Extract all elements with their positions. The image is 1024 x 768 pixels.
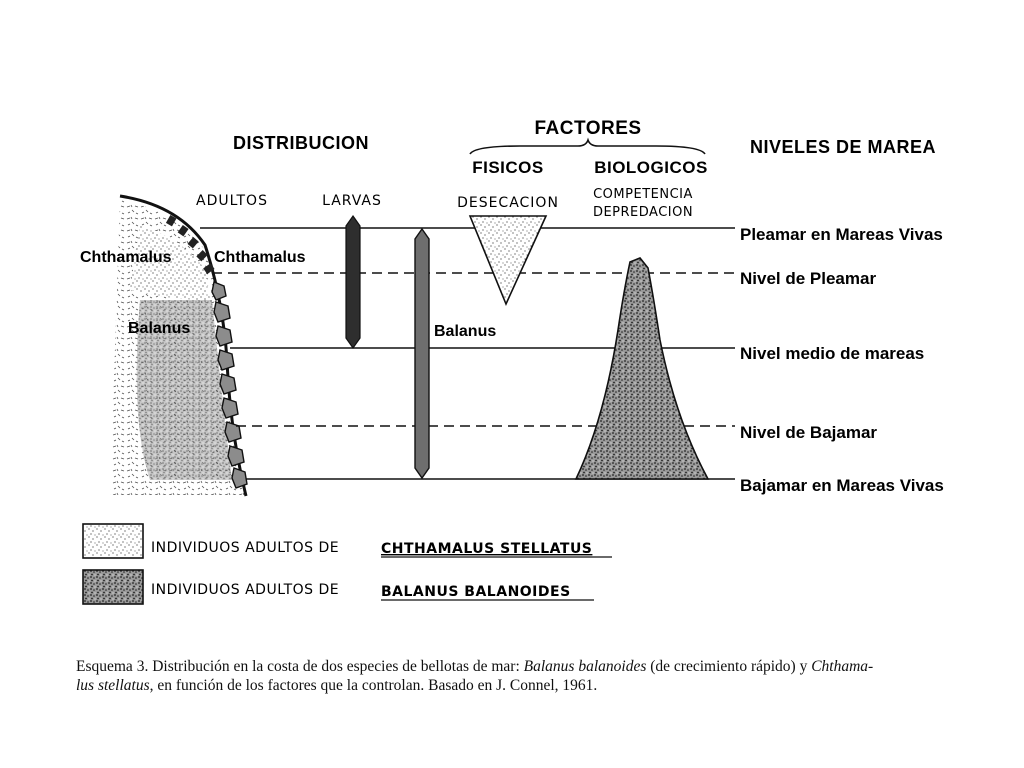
tide-label-bajamar-vivas: Bajamar en Mareas Vivas: [740, 476, 944, 495]
caption-part2: (de crecimiento rápido) y: [646, 658, 812, 675]
legend-text-balanus-prefix: INDIVIDUOS ADULTOS DE: [151, 582, 340, 598]
chthamalus-label-right: Chthamalus: [214, 249, 306, 266]
tide-label-pleamar: Nivel de Pleamar: [740, 269, 877, 288]
caption-species2a: Chthama-: [811, 658, 874, 675]
balanus-label-left: Balanus: [128, 320, 191, 337]
legend-text-balanus-species: BALANUS BALANOIDES: [381, 584, 571, 600]
desecacion-label: DESECACION: [457, 195, 559, 211]
tide-label-medio: Nivel medio de mareas: [740, 344, 925, 363]
competencia-depredacion-shape: [576, 258, 708, 479]
desecacion-triangle: [470, 216, 546, 304]
legend-swatch-balanus: [83, 570, 143, 604]
distribucion-heading: DISTRIBUCION: [233, 133, 369, 153]
competencia-label: COMPETENCIA: [593, 187, 693, 202]
adultos-label: ADULTOS: [196, 193, 268, 209]
chthamalus-larvae-bar: [346, 216, 360, 348]
legend-swatch-chthamalus: [83, 524, 143, 558]
legend-text-chthamalus-species: CHTHAMALUS STELLATUS: [381, 541, 593, 557]
legend-text-chthamalus-prefix: INDIVIDUOS ADULTOS DE: [151, 540, 340, 556]
caption-part1: Esquema 3. Distribución en la costa de dos especies de bellotas de mar:: [76, 658, 524, 675]
niveles-heading: NIVELES DE MAREA: [749, 137, 937, 157]
balanus-larva-label: Balanus: [434, 323, 497, 340]
factores-brace: [470, 140, 705, 154]
biologicos-heading: BIOLOGICOS: [594, 158, 708, 177]
tide-label-bajamar: Nivel de Bajamar: [740, 423, 878, 442]
depredacion-label: DEPREDACION: [592, 205, 694, 220]
caption-species1: Balanus balanoides: [523, 658, 647, 675]
figure-caption: [76, 657, 956, 695]
factores-heading: FACTORES: [534, 118, 642, 139]
chthamalus-label-left: Chthamalus: [80, 249, 172, 266]
caption-species2b: lus stellatus: [76, 677, 150, 694]
larvas-label: LARVAS: [322, 193, 382, 209]
tide-label-pleamar-vivas: Pleamar en Mareas Vivas: [740, 225, 943, 244]
fisicos-heading: FISICOS: [472, 158, 544, 177]
caption-part3: , en función de los factores que la controlan. Basado en J. Connel, 1961.: [149, 677, 598, 694]
balanus-larvae-bar: [415, 229, 429, 478]
